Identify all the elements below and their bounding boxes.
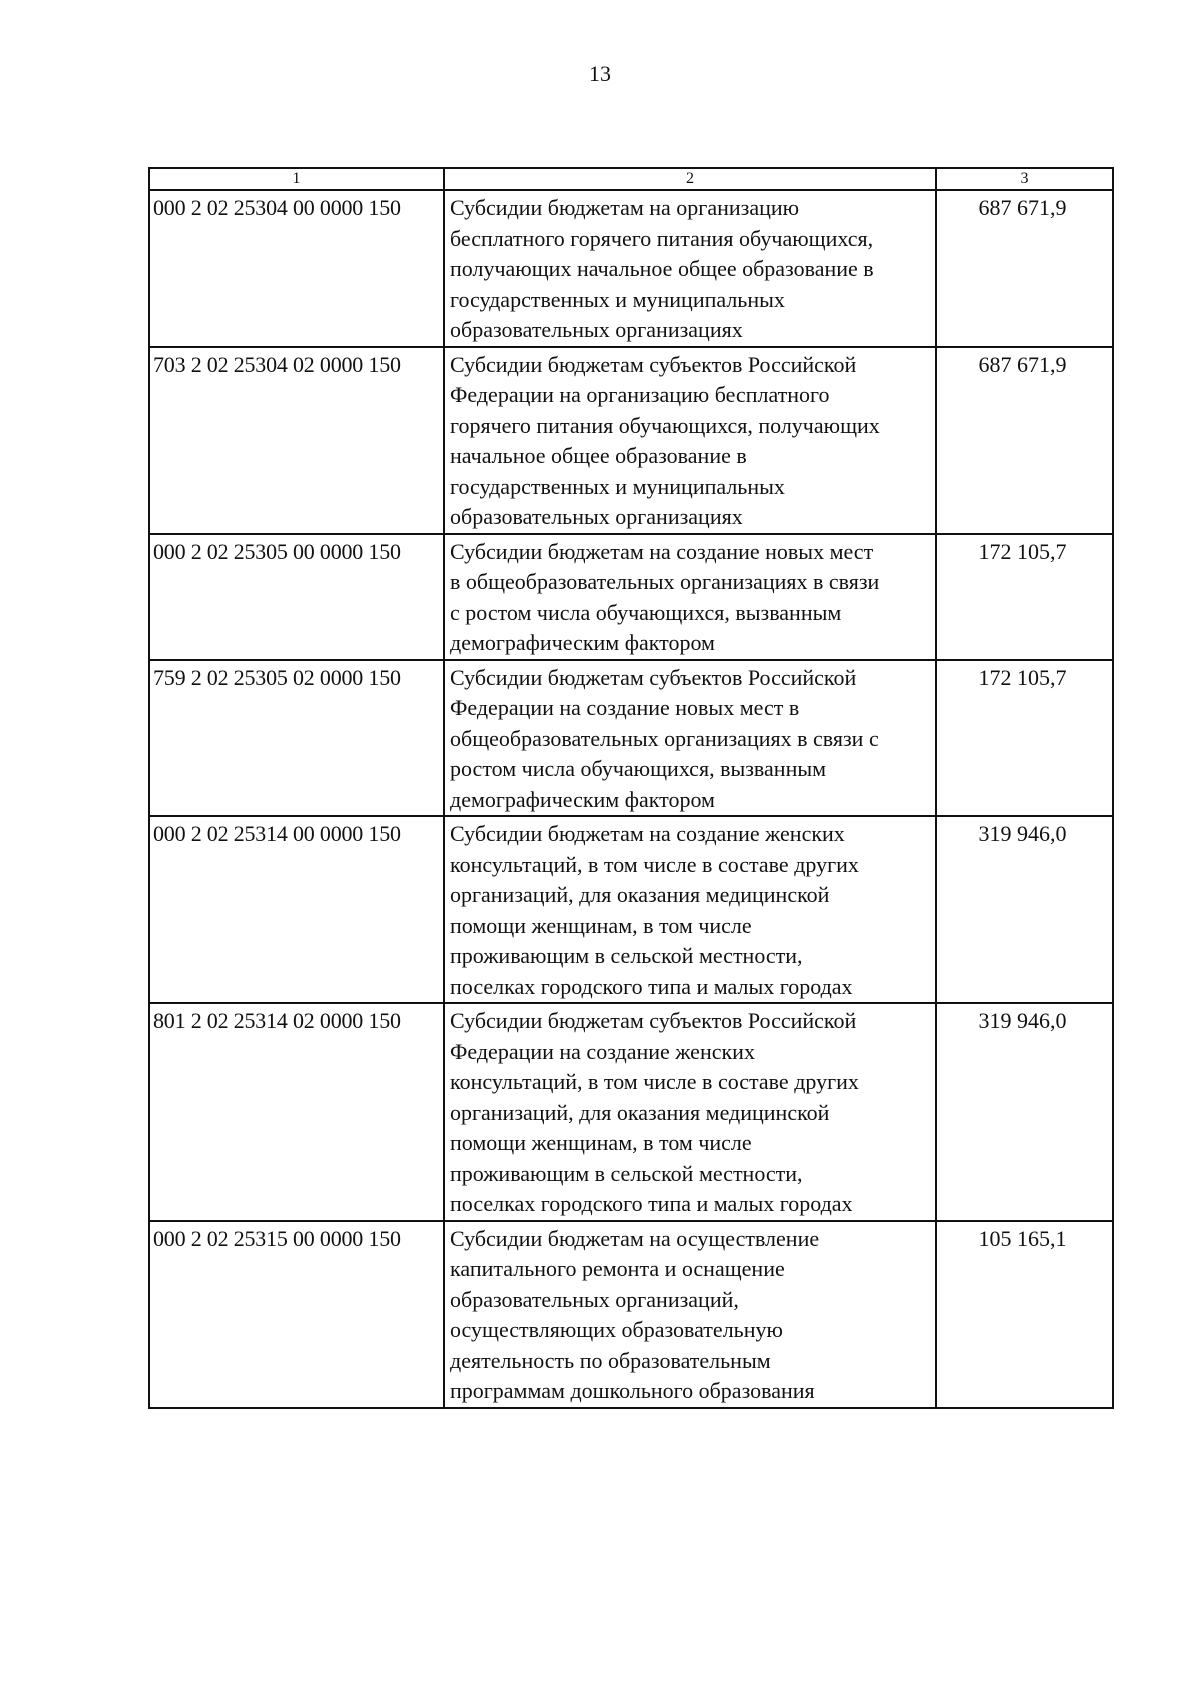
budget-table: [148, 167, 1114, 1409]
description-line: образовательных организаций,: [450, 1286, 739, 1312]
description-line: государственных и муниципальных: [450, 286, 785, 312]
budget-code-cell: 000 2 02 25305 00 0000 150: [149, 534, 444, 660]
description-line: консультаций, в том числе в составе других: [450, 1069, 859, 1094]
column-header-code: 1: [149, 168, 444, 190]
amount-cell: 172 105,7: [936, 534, 1113, 660]
description-cell: [444, 190, 936, 347]
amount-cell: 319 946,0: [936, 1003, 1113, 1221]
description-cell: [444, 660, 936, 817]
description-line: поселках городского типа и малых городах: [450, 1191, 853, 1216]
amount-cell: 687 671,9: [936, 190, 1113, 347]
description-line: Федерации на создание новых мест в: [450, 695, 800, 720]
description-line: Субсидии бюджетам субъектов Российской: [450, 1008, 857, 1033]
budget-code-cell: 000 2 02 25304 00 0000 150: [149, 190, 444, 347]
table-row: [149, 534, 1113, 660]
description-line: бесплатного горячего питания обучающихся,: [450, 225, 874, 251]
amount-cell: 687 671,9: [936, 347, 1113, 534]
description-line: получающих начальное общее образование в: [450, 256, 874, 281]
table-row: [149, 1003, 1113, 1221]
description-cell: [444, 1003, 936, 1221]
budget-code-cell: 759 2 02 25305 02 0000 150: [149, 660, 444, 817]
description-line: государственных и муниципальных: [450, 473, 785, 499]
description-line: ростом числа обучающихся, вызванным: [450, 756, 827, 781]
description-line: демографическим фактором: [450, 630, 715, 655]
description-line: образовательных организациях: [450, 504, 743, 529]
description-line: Субсидии бюджетам на создание женских: [450, 821, 845, 846]
amount-cell: 319 946,0: [936, 816, 1113, 1003]
amount-cell: 172 105,7: [936, 660, 1113, 817]
description-line: Субсидии бюджетам на осуществление: [450, 1225, 820, 1251]
page-number: 13: [589, 61, 611, 86]
description-line: помощи женщинам, в том числе: [450, 912, 752, 938]
table-header-row: [149, 168, 1113, 190]
description-line: начальное общее образование в: [450, 443, 747, 468]
description-line: консультаций, в том числе в составе других: [450, 851, 859, 877]
budget-code-cell: 801 2 02 25314 02 0000 150: [149, 1003, 444, 1221]
table-row: [149, 347, 1113, 534]
description-line: с ростом числа обучающихся, вызванным: [450, 599, 842, 625]
description-line: демографическим фактором: [450, 786, 715, 812]
description-line: Субсидии бюджетам субъектов Российской: [450, 351, 857, 377]
description-cell: [444, 347, 936, 534]
description-cell: [444, 1221, 936, 1408]
description-line: общеобразовательных организациях в связи с: [450, 725, 879, 751]
description-cell: [444, 816, 936, 1003]
description-line: Федерации на создание женских: [450, 1038, 755, 1064]
table-row: [149, 1221, 1113, 1408]
description-line: Федерации на организацию бесплатного: [450, 382, 830, 407]
description-line: помощи женщинам, в том числе: [450, 1130, 752, 1155]
description-line: деятельность по образовательным: [450, 1347, 771, 1373]
table-row: [149, 816, 1113, 1003]
description-line: горячего питания обучающихся, получающих: [450, 412, 880, 438]
description-line: Субсидии бюджетам субъектов Российской: [450, 664, 857, 690]
description-line: проживающим в сельской местности,: [450, 1160, 803, 1186]
budget-code-cell: 000 2 02 25315 00 0000 150: [149, 1221, 444, 1408]
description-line: проживающим в сельской местности,: [450, 943, 803, 968]
description-line: образовательных организациях: [450, 317, 743, 342]
description-line: капитального ремонта и оснащение: [450, 1256, 785, 1281]
description-line: Субсидии бюджетам на создание новых мест: [450, 538, 874, 564]
budget-code-cell: 703 2 02 25304 02 0000 150: [149, 347, 444, 534]
description-line: организаций, для оказания медицинской: [450, 882, 830, 907]
description-line: организаций, для оказания медицинской: [450, 1099, 830, 1125]
description-cell: [444, 534, 936, 660]
column-header-description: 2: [444, 168, 936, 190]
description-line: Субсидии бюджетам на организацию: [450, 195, 800, 220]
table-row: [149, 190, 1113, 347]
description-line: поселках городского типа и малых городах: [450, 973, 853, 999]
amount-cell: 105 165,1: [936, 1221, 1113, 1408]
column-header-amount: 3: [936, 168, 1113, 190]
description-line: в общеобразовательных организациях в связи: [450, 569, 880, 594]
description-line: программам дошкольного образования: [450, 1378, 815, 1403]
table-row: [149, 660, 1113, 817]
description-line: осуществляющих образовательную: [450, 1317, 783, 1342]
budget-code-cell: 000 2 02 25314 00 0000 150: [149, 816, 444, 1003]
table-body: [149, 190, 1113, 1408]
